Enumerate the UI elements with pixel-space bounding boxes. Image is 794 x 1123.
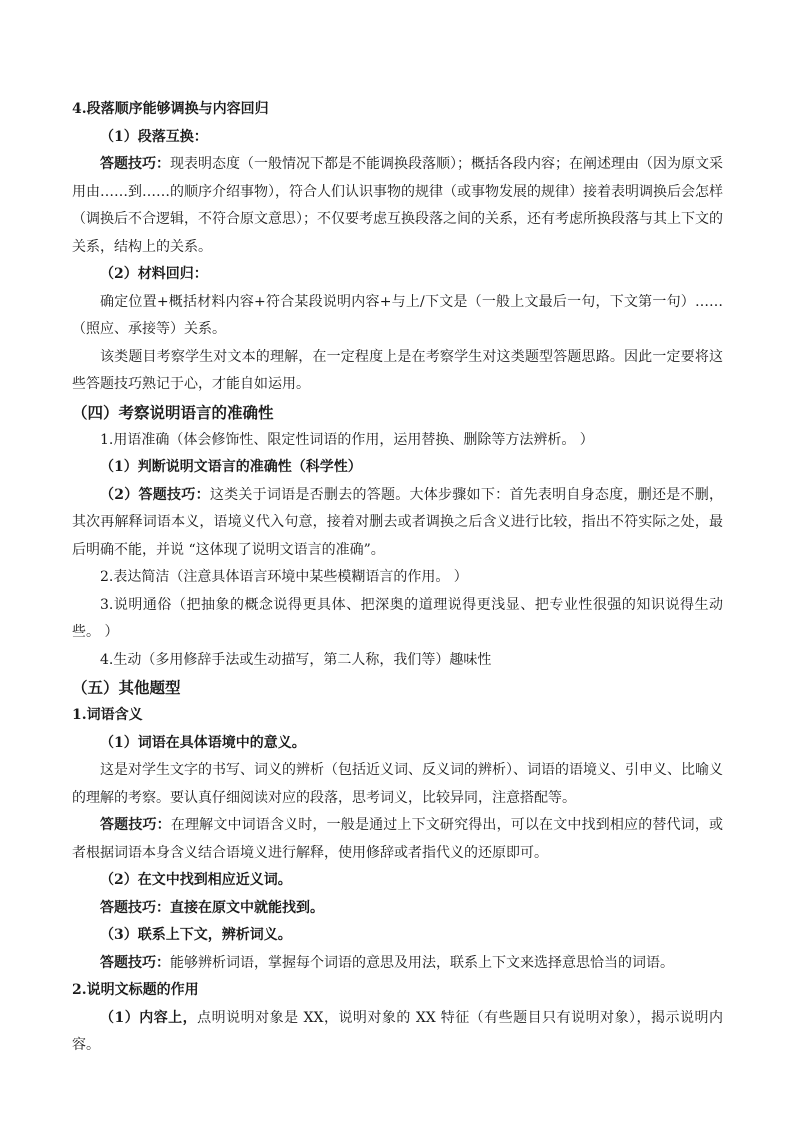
item4-title: 4.段落顺序能够调换与内容回归 bbox=[72, 101, 269, 117]
content-label: （1）内容上， bbox=[100, 1009, 198, 1026]
sec5-item2-sub1 bbox=[72, 1005, 723, 1060]
section5-title: （五）其他题型 bbox=[72, 678, 181, 697]
sec5-item1-sub2: （2）在文中找到相应近义词。 bbox=[100, 872, 292, 888]
tip-text: 现表明态度（一般情况下都是不能调换段落顺）；概括各段内容；在阐述理由（因为原文采用由……到……的顺序介绍事物），符合人们认识事物的规律（或事物发展的规律）接着表明调换后会怎样（调换后不合逻辑，不符合原文意思）；不仅要考虑互换段落之间的关系，还有考虑所换段落与其上下文的关系，结构上的关系。 bbox=[72, 156, 723, 255]
sec5-item1-tip1 bbox=[72, 812, 723, 867]
tip-label: 答题技巧： bbox=[100, 156, 170, 172]
tip-label: 答题技巧： bbox=[100, 954, 170, 971]
sec4-item3: 3.说明通俗（把抽象的概念说得更具体、把深奥的道理说得更浅显、把专业性很强的知识说得生动些。 ） bbox=[72, 596, 723, 640]
sec5-item1-sub1: （1）词语在具体语境中的意义。 bbox=[100, 734, 306, 751]
tip-label: 答题技巧： bbox=[100, 817, 171, 833]
tip-text: 能够辨析词语，掌握每个词语的意思及用法，联系上下文来选择意思恰当的词语。 bbox=[170, 954, 674, 971]
item4-sub2-text: 确定位置+概括材料内容+符合某段说明内容+与上/下文是（一般上文最后一句，下文第一句）……（照应、承接等）关系。 bbox=[72, 293, 723, 337]
sec4-item1-sub2 bbox=[72, 482, 723, 565]
document-body bbox=[72, 96, 723, 1060]
section4-title: （四）考察说明语言的准确性 bbox=[72, 402, 274, 422]
sec4-item4: 4.生动（多用修辞手法或生动描写，第二人称，我们等）趣味性 bbox=[100, 651, 492, 668]
item4-summary: 该类题目考察学生对文本的理解，在一定程度上是在考察学生对这类题型答题思路。因此一定要将这些答题技巧熟记于心，才能自如运用。 bbox=[72, 348, 723, 392]
sec4-item1: 1.用语准确（体会修饰性、限定性词语的作用，运用替换、删除等方法辨析。 ） bbox=[100, 431, 594, 448]
sec5-item1-sub3: （3）联系上下文，辨析词义。 bbox=[100, 927, 292, 943]
item4-sub2-heading: （2）材料回归： bbox=[100, 266, 208, 282]
tip-label: （2）答题技巧： bbox=[100, 486, 210, 503]
sec5-item1-para: 这是对学生文字的书写、词义的辨析（包括近义词、反义词的辨析）、词语的语境义、引申义、比喻义的理解的考察。要认真仔细阅读对应的段落，思考词义，比较异同，注意搭配等。 bbox=[72, 762, 723, 806]
item4-sub1-heading: （1）段落互换： bbox=[100, 128, 208, 145]
sec5-item2: 2.说明文标题的作用 bbox=[72, 982, 199, 998]
tip-text: 在理解文中词语含义时，一般是通过上下文研究得出，可以在文中找到相应的替代词，或者根据词语本身含义结合语境义进行解释，使用修辞或者指代义的还原即可。 bbox=[72, 817, 724, 861]
sec5-item1-tip2: 答题技巧：直接在原文中就能找到。 bbox=[100, 899, 324, 916]
tip-text: 这类关于词语是否删去的答题。大体步骤如下：首先表明自身态度，删还是不删，其次再解释词语本义，语境义代入句意，接着对删去或者调换之后含义进行比较，指出不符实际之处，最后明确不能，并说 “这体现了说明文语言的准确”。 bbox=[72, 486, 723, 558]
sec4-item2: 2.表达简洁（注意具体语言环境中某些模糊语言的作用。 ） bbox=[100, 569, 468, 585]
sec5-item1: 1.词语含义 bbox=[72, 707, 143, 723]
sec4-item1-sub1: （1）判断说明文语言的准确性（科学性） bbox=[100, 459, 362, 475]
item4-sub1-tip bbox=[72, 151, 723, 261]
sec5-item1-tip3 bbox=[72, 950, 723, 978]
content-text: 点明说明对象是 XX，说明对象的 XX 特征（有些题目只有说明对象），揭示说明内容。 bbox=[72, 1009, 723, 1053]
